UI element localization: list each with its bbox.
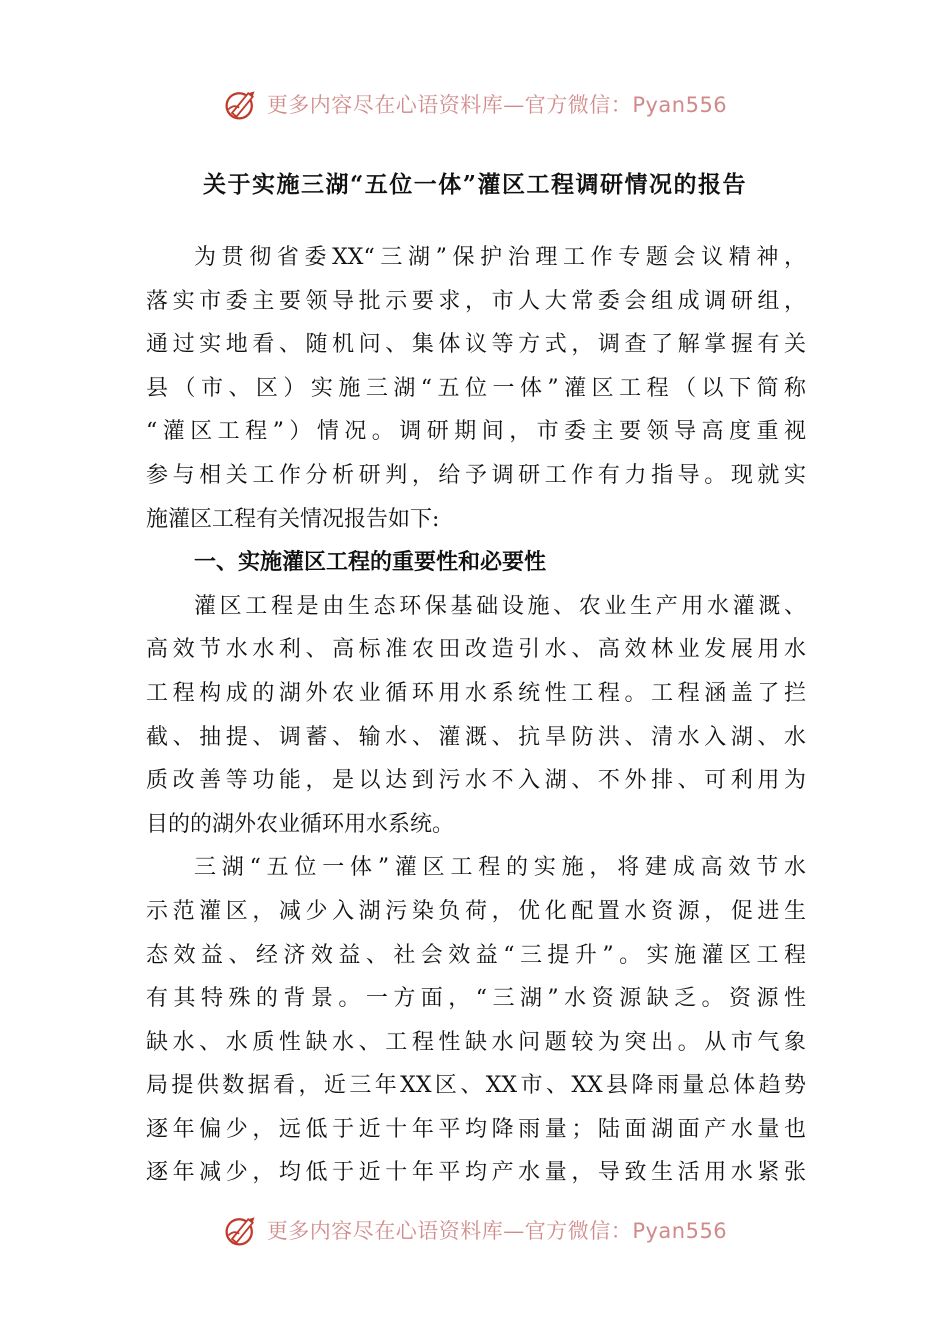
- paragraph-line: 工程构成的湖外农业循环用水系统性工程。工程涵盖了拦: [146, 680, 806, 706]
- paragraph-line: 局提供数据看，近三年XX区、XX市、XX县降雨量总体趋势: [146, 1073, 806, 1099]
- paragraph-line: 落实市委主要领导批示要求，市人大常委会组成调研组，: [146, 288, 806, 314]
- watermark-banner-bottom: [0, 1206, 950, 1254]
- paragraph-line: 有其特殊的背景。一方面，“三湖”水资源缺乏。资源性: [146, 986, 806, 1012]
- pen-circle-logo-icon: [223, 86, 259, 122]
- paragraph-line: 逐年偏少，远低于近十年平均降雨量；陆面湖面产水量也: [146, 1116, 806, 1142]
- watermark-handle: Pyan556: [632, 1219, 728, 1243]
- paragraph-line: 通过实地看、随机问、集体议等方式，调查了解掌握有关: [146, 332, 806, 358]
- paragraph-line: 目的的湖外农业循环用水系统。: [146, 811, 455, 837]
- watermark-label: 更多内容尽在心语资料库—官方微信：: [266, 1219, 633, 1243]
- paragraph-line: 逐年减少，均低于近十年平均产水量，导致生活用水紧张: [146, 1160, 806, 1186]
- paragraph-line: 缺水、水质性缺水、工程性缺水问题较为突出。从市气象: [146, 1029, 806, 1055]
- document-body: [146, 236, 806, 1195]
- paragraph-line: 示范灌区，减少入湖污染负荷，优化配置水资源，促进生: [146, 898, 806, 924]
- paragraph-line: 参与相关工作分析研判，给予调研工作有力指导。现就实: [146, 462, 806, 488]
- paragraph-line: 县（市、区）实施三湖“五位一体”灌区工程（以下简称: [146, 375, 806, 401]
- section-heading: 一、实施灌区工程的重要性和必要性: [194, 549, 547, 576]
- watermark-handle: Pyan556: [632, 93, 728, 117]
- paragraph-line: 灌区工程是由生态环保基础设施、农业生产用水灌溉、: [194, 593, 806, 619]
- watermark-text: [267, 1215, 727, 1245]
- pen-circle-logo-icon: [223, 1212, 259, 1248]
- paragraph-line: 三湖“五位一体”灌区工程的实施，将建成高效节水: [194, 855, 806, 881]
- watermark-label: 更多内容尽在心语资料库—官方微信：: [266, 93, 633, 117]
- paragraph-line: 高效节水水利、高标准农田改造引水、高效林业发展用水: [146, 637, 806, 663]
- watermark-text: [267, 89, 727, 119]
- paragraph-line: “灌区工程”）情况。调研期间，市委主要领导高度重视: [146, 419, 806, 445]
- paragraph-line: 施灌区工程有关情况报告如下:: [146, 506, 440, 532]
- paragraph-line: 截、抽提、调蓄、输水、灌溉、抗旱防洪、清水入湖、水: [146, 724, 806, 750]
- watermark-banner-top: [0, 80, 950, 128]
- paragraph-line: 为贯彻省委XX“三湖”保护治理工作专题会议精神，: [194, 245, 806, 270]
- paragraph-line: 态效益、经济效益、社会效益“三提升”。实施灌区工程: [146, 942, 806, 968]
- page-title: 关于实施三湖“五位一体”灌区工程调研情况的报告: [203, 171, 747, 198]
- paragraph-line: 质改善等功能，是以达到污水不入湖、不外排、可利用为: [146, 768, 806, 794]
